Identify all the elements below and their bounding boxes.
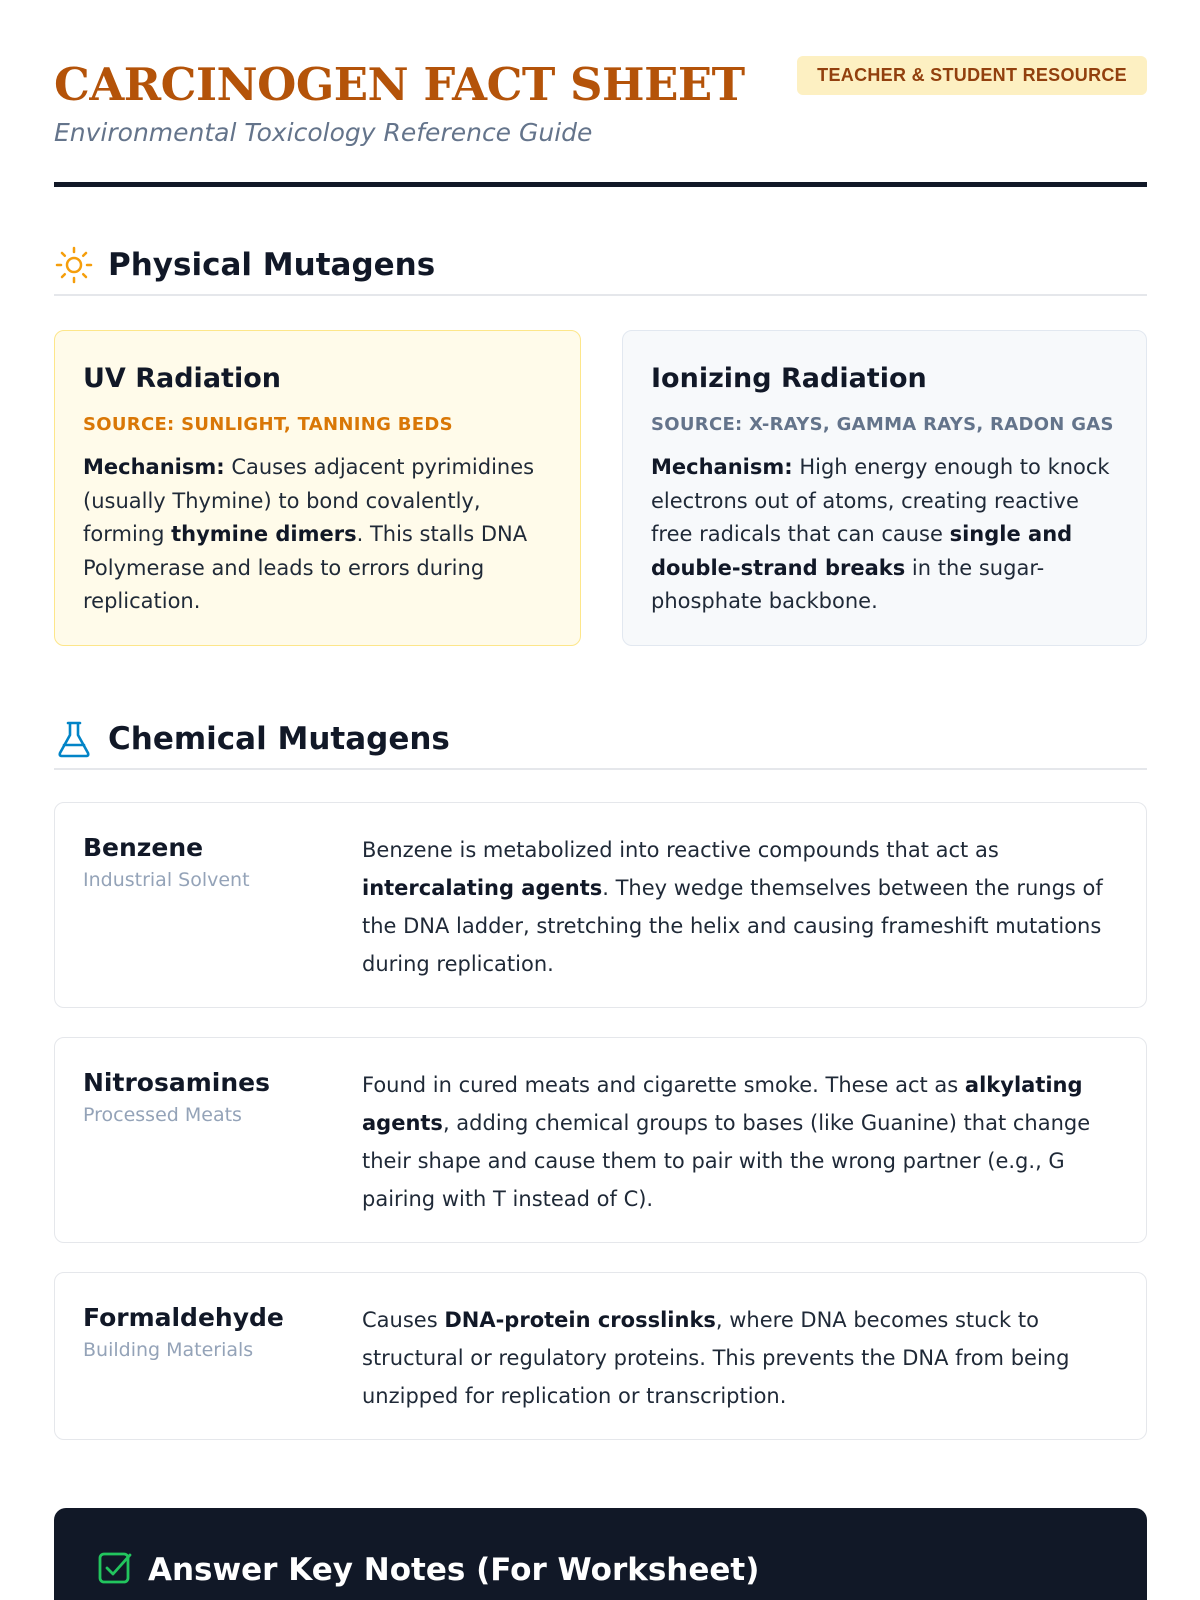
description-text: Benzene is metabolized into reactive compounds that act as [362, 838, 999, 862]
section-heading-chemical [54, 710, 1147, 770]
resource-badge: TEACHER & STUDENT RESOURCE [797, 56, 1147, 95]
description-text: Found in cured meats and cigarette smoke. These act as [362, 1073, 965, 1097]
chemical-row-formaldehyde [54, 1272, 1147, 1440]
card-description [83, 451, 554, 619]
chemical-name: Nitrosamines [83, 1068, 270, 1097]
description-text: Causes adjacent pyrimidines (usually Thymine) to bond covalently, forming [83, 455, 535, 546]
card-ionizing-radiation [622, 330, 1147, 646]
answer-key-panel [54, 1508, 1147, 1600]
chemical-category: Building Materials [83, 1339, 254, 1361]
key-term: thymine dimers [171, 522, 357, 546]
key-term: single and double-strand breaks [651, 522, 1073, 580]
description-text: in the sugar-phosphate backbone. [651, 555, 1045, 613]
checkbox-icon [96, 1548, 134, 1591]
key-term: alkylating agents [362, 1073, 1083, 1135]
chemical-description [362, 1301, 1122, 1415]
description-text: . They wedge themselves between the rungs of the DNA ladder, stretching the helix and causing frameshift mutations during replication. [362, 876, 1103, 976]
card-uv-radiation [54, 330, 581, 646]
card-title: Ionizing Radiation [651, 363, 927, 394]
chemical-name: Benzene [83, 833, 204, 862]
mechanism-label: Mechanism: [83, 455, 225, 479]
answer-key-heading [96, 1548, 759, 1591]
description-text: Causes [362, 1308, 445, 1332]
chemical-category: Industrial Solvent [83, 869, 250, 891]
page-title: CARCINOGEN FACT SHEET [54, 58, 745, 111]
page-header [54, 56, 1147, 188]
chemical-name: Formaldehyde [83, 1303, 284, 1332]
sun-icon [54, 245, 94, 285]
mechanism-label: Mechanism: [651, 455, 793, 479]
card-title: UV Radiation [83, 363, 281, 394]
chemical-description [362, 831, 1122, 983]
page-subtitle: Environmental Toxicology Reference Guide [54, 118, 593, 147]
description-text: , where DNA becomes stuck to structural or regulatory proteins. This prevents the DNA from being unzipped for replication or transcription. [362, 1308, 1070, 1408]
chemical-row-benzene [54, 802, 1147, 1008]
key-term: DNA-protein crosslinks [444, 1308, 716, 1332]
description-text: High energy enough to knock electrons out of atoms, creating reactive free radicals that can cause [651, 455, 1110, 546]
key-term: intercalating agents [362, 876, 603, 900]
chemical-description [362, 1066, 1122, 1218]
section-title-chemical: Chemical Mutagens [108, 721, 450, 757]
card-source: SOURCE: X-RAYS, GAMMA RAYS, RADON GAS [651, 414, 1114, 435]
chemical-row-nitrosamines [54, 1037, 1147, 1243]
header-divider [54, 182, 1147, 187]
description-text: . This stalls DNA Polymerase and leads to errors during replication. [83, 522, 528, 613]
description-text: , adding chemical groups to bases (like Guanine) that change their shape and cause them to pair with the wrong partner (e.g., G pairing with T instead of C). [362, 1111, 1091, 1211]
flask-icon [54, 719, 94, 759]
section-heading-physical [54, 236, 1147, 296]
card-source: SOURCE: SUNLIGHT, TANNING BEDS [83, 414, 453, 435]
chemical-category: Processed Meats [83, 1104, 242, 1126]
section-title-physical: Physical Mutagens [108, 247, 436, 283]
card-description [651, 451, 1120, 619]
answer-key-title: Answer Key Notes (For Worksheet) [148, 1551, 760, 1588]
